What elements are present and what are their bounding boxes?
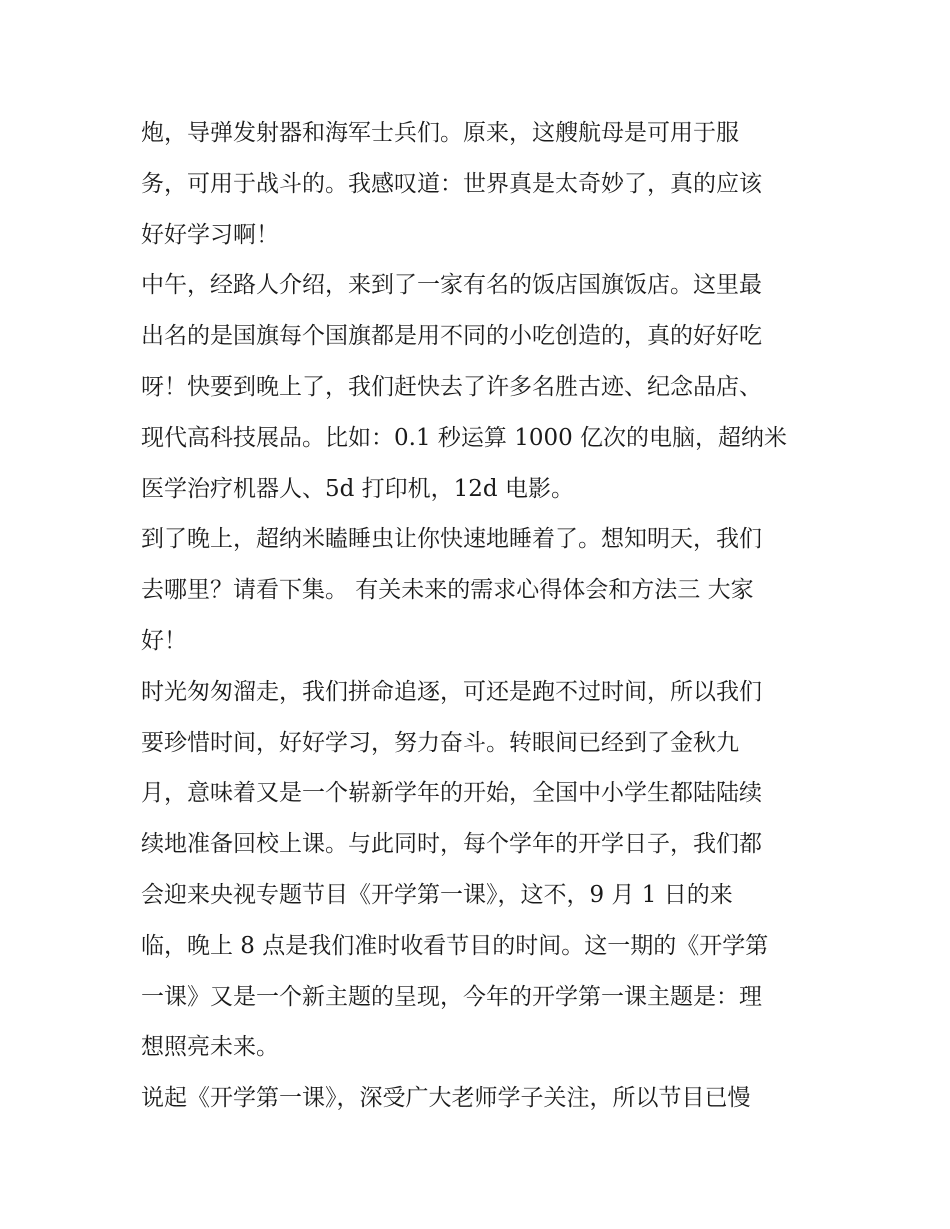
text-line: 呀！快要到晚上了，我们赶快去了许多名胜古迹、纪念品店、 <box>141 373 762 400</box>
text-line: 中午，经路人介绍，来到了一家有名的饭店国旗饭店。这里最 <box>141 272 762 299</box>
text-line: 时光匆匆溜走，我们拼命追逐，可还是跑不过时间，所以我们 <box>141 678 762 705</box>
text-line: 说起《开学第一课》，深受广大老师学子关注，所以节目已慢 <box>141 1085 751 1112</box>
body-text <box>141 108 816 1124</box>
text-line: 好好学习啊！ <box>141 221 279 248</box>
text-line: 临，晚上 8 点是我们准时收看节目的时间。这一期的《开学第 <box>141 932 769 959</box>
text-line: 现代高科技展品。比如：0.1 秒运算 1000 亿次的电脑，超纳米 <box>141 424 788 451</box>
text-line: 到了晚上，超纳米瞌睡虫让你快速地睡着了。想知明天，我们 <box>141 526 762 553</box>
text-line: 续地准备回校上课。与此同时，每个学年的开学日子，我们都 <box>141 831 762 858</box>
text-line: 一课》又是一个新主题的呈现，今年的开学第一课主题是：理 <box>141 983 762 1010</box>
text-line: 炮，导弹发射器和海军士兵们。原来，这艘航母是可用于服 <box>141 120 739 146</box>
text-line: 月，意味着又是一个崭新学年的开始，全国中小学生都陆陆续 <box>141 780 762 807</box>
text-line: 医学治疗机器人、5d 打印机，12d 电影。 <box>141 475 574 502</box>
text-line: 想照亮未来。 <box>141 1034 279 1061</box>
text-line: 好！ <box>141 627 187 654</box>
text-line: 务，可用于战斗的。我感叹道：世界真是太奇妙了，真的应该 <box>141 170 762 197</box>
text-line: 要珍惜时间，好好学习，努力奋斗。转眼间已经到了金秋九 <box>141 729 739 756</box>
text-line: 出名的是国旗每个国旗都是用不同的小吃创造的，真的好好吃 <box>141 323 762 350</box>
text-line: 会迎来央视专题节目《开学第一课》，这不，9 月 1 日的来 <box>141 881 733 908</box>
text-line: 去哪里？请看下集。 有关未来的需求心得体会和方法三 大家 <box>141 577 754 604</box>
